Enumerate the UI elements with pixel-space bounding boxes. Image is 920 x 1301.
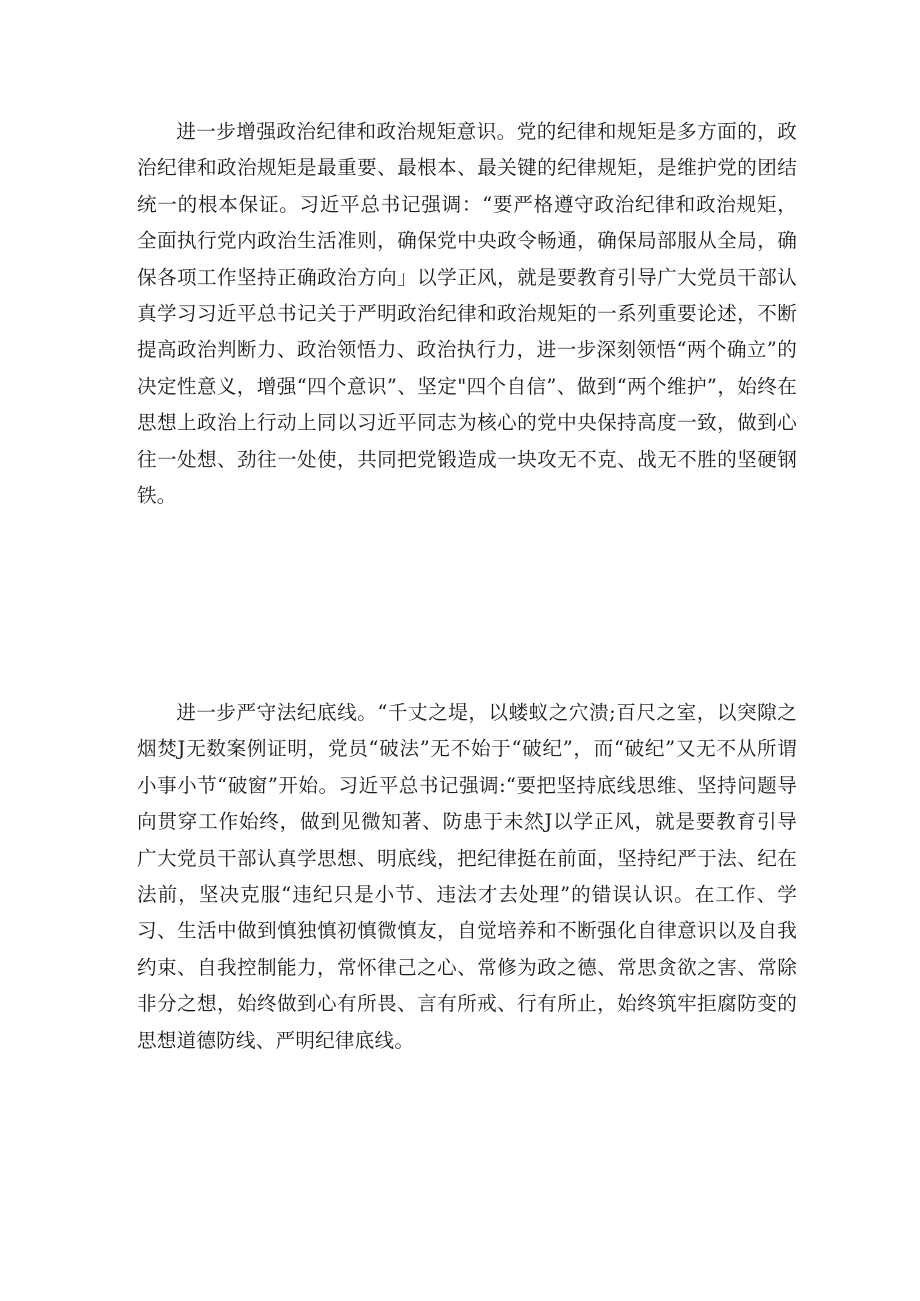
paragraph-legal-bottom-line: 进一步严守法纪底线。“千丈之堤，以蝼蚁之穴溃;百尺之室，以突隙之烟焚J无数案例证明，党员“破法”无不始于“破纪”，而“破纪”又无不从所谓小事小节“破窗”开始。习近平总书记强调:“要把坚持底线思维、坚持问题导向贯穿工作始终，做到见微知著、防患于未然J以学正风，就是要教育引导广大党员干部认真学思想、明底线，把纪律挺在前面，坚持纪严于法、纪在法前，坚决克服“违纪只是小节、违法才去处理”的错误认识。在工作、学习、生活中做到慎独慎初慎微慎友，自觉培养和不断强化自律意识以及自我约束、自我控制能力，常怀律己之心、常修为政之德、常思贪欲之害、常除非分之想，始终做到心有所畏、言有所戒、行有所止，始终筑牢拒腐防变的思想道德防线、严明纪律底线。: [137, 701, 797, 1052]
paragraph-political-discipline: 进一步增强政治纪律和政治规矩意识。党的纪律和规矩是多方面的，政治纪律和政治规矩是最重要、最根本、最关键的纪律规矩，是维护党的团结统一的根本保证。习近平总书记强调：“要严格遵守政治纪律和政治规矩，全面执行党内政治生活准则，确保党中央政令畅通，确保局部服从全局，确保各项工作坚持正确政治方向」以学正风，就是要教育引导广大党员干部认真学习习近平总书记关于严明政治纪律和政治规矩的一系列重要论述，不断提高政治判断力、政治领悟力、政治执行力，进一步深刻领悟“两个确立”的决定性意义，增强“四个意识”、坚定"四个自信”、做到“两个维护”，始终在思想上政治上行动上同以习近平同志为核心的党中央保持高度一致，做到心往一处想、劲往一处使，共同把党锻造成一块攻无不克、战无不胜的坚硬钢铁。: [137, 120, 797, 508]
